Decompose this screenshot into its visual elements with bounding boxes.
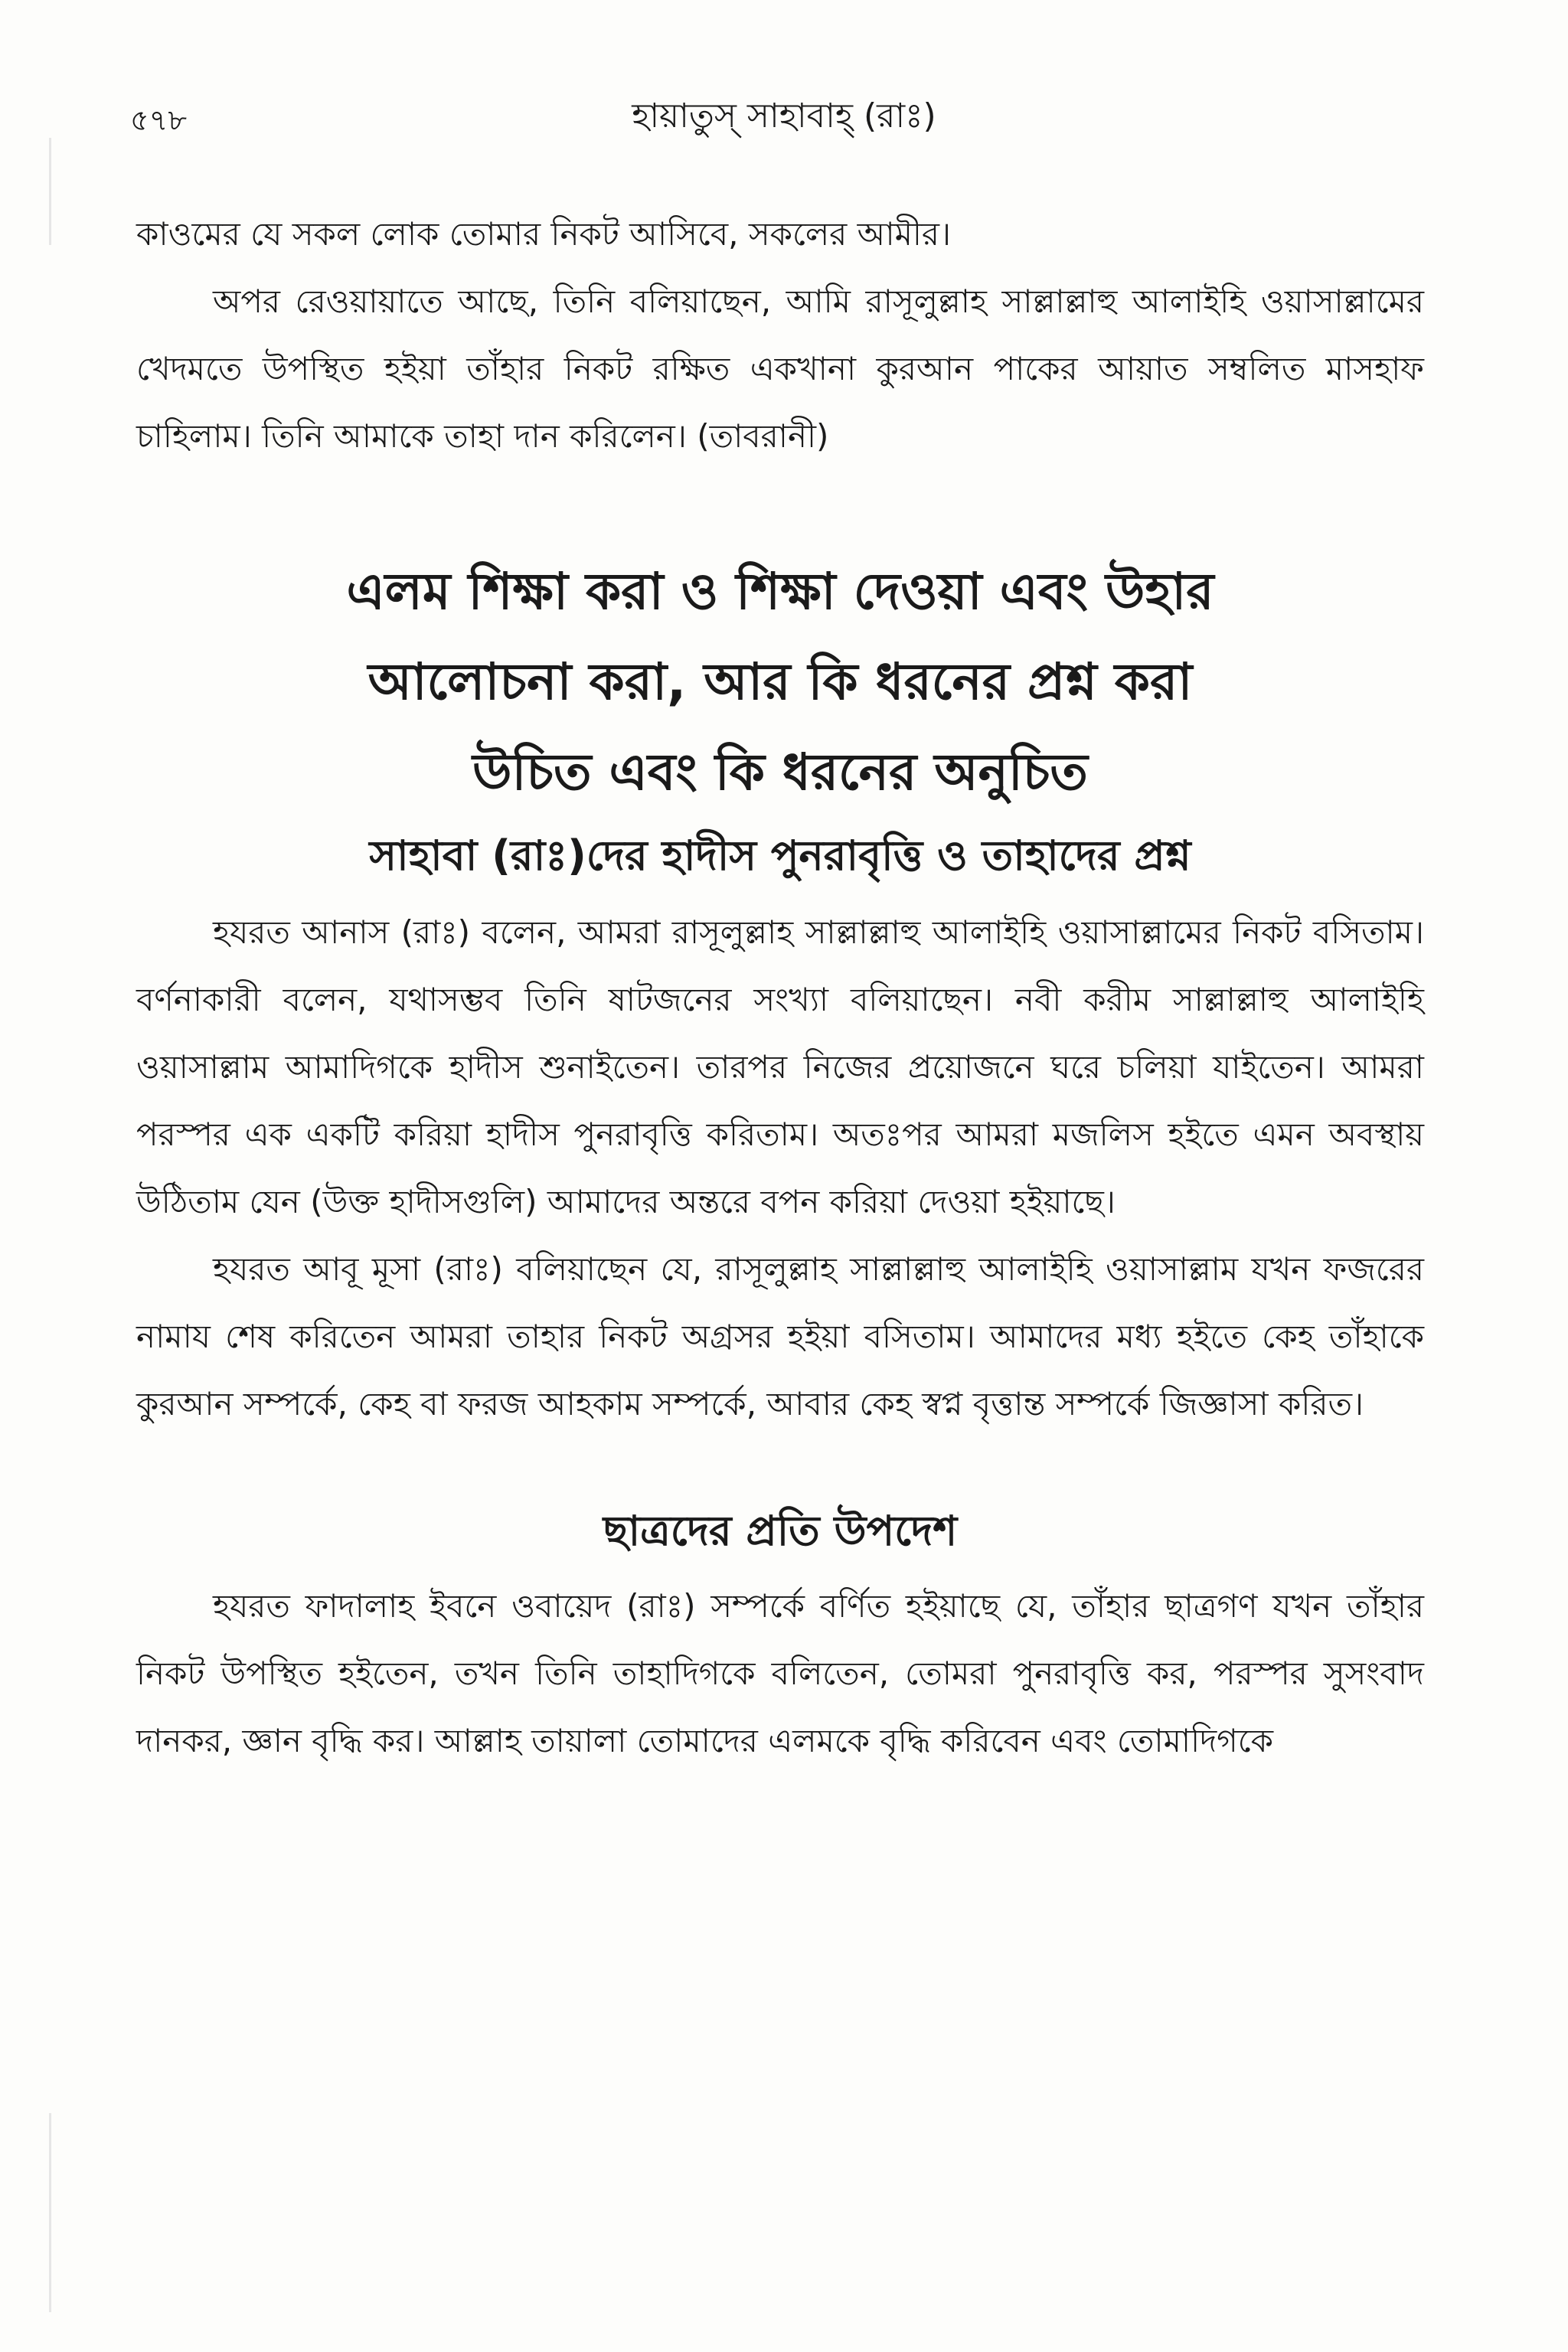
page-edge-mark [49, 2113, 51, 2312]
body-paragraph: হযরত ফাদালাহ ইবনে ওবায়েদ (রাঃ) সম্পর্কে বর্ণিত হইয়াছে যে, তাঁহার ছাত্রগণ যখন তাঁহার নিকট উপস্থিত হইতেন, তখন তিনি তাহাদিগকে বলিতেন, তোমরা পুনরাবৃত্তি কর, পরস্পর সুসংবাদ দানকর, জ্ঞান বৃদ্ধি কর। আল্লাহ তায়ালা তোমাদের এলমকে বৃদ্ধি করিবেন এবং তোমাদিগকে [136, 1587, 1424, 1759]
sub-heading: সাহাবা (রাঃ)দের হাদীস পুনরাবৃত্তি ও তাহাদের প্রশ্ন [369, 831, 1191, 880]
chapter-heading-line: আলোচনা করা, আর কি ধরনের প্রশ্ন করা [368, 652, 1193, 711]
continued-paragraph: কাওমের যে সকল লোক তোমার নিকট আসিবে, সকলের আমীর। [136, 215, 952, 253]
running-head [130, 90, 1438, 152]
body-paragraph: হযরত আনাস (রাঃ) বলেন, আমরা রাসূলুল্লাহ সাল্লাল্লাহু আলাইহি ওয়াসাল্লামের নিকট বসিতাম। বর্ণনাকারী বলেন, যথাসম্ভব তিনি ষাটজনের সংখ্যা বলিয়াছেন। নবী করীম সাল্লাল্লাহু আলাইহি ওয়াসাল্লাম আমাদিগকে হাদীস শুনাইতেন। তারপর নিজের প্রয়োজনে ঘরে চলিয়া যাইতেন। আমরা পরস্পর এক একটি করিয়া হাদীস পুনরাবৃত্তি করিতাম। অতঃপর আমরা মজলিস হইতে এমন অবস্থায় উঠিতাম যেন (উক্ত হাদীসগুলি) আমাদের অন্তরে বপন করিয়া দেওয়া হইয়াছে। [136, 913, 1424, 1220]
body-paragraph: হযরত আবূ মূসা (রাঃ) বলিয়াছেন যে, রাসূলুল্লাহ সাল্লাল্লাহু আলাইহি ওয়াসাল্লাম যখন ফজরের নামায শেষ করিতেন আমরা তাহার নিকট অগ্রসর হইয়া বসিতাম। আমাদের মধ্য হইতে কেহ তাঁহাকে কুরআন সম্পর্কে, কেহ বা ফরজ আহকাম সম্পর্কে, আবার কেহ স্বপ্ন বৃত্তান্ত সম্পর্কে জিজ্ঞাসা করিত। [136, 1250, 1424, 1423]
chapter-heading-line: উচিত এবং কি ধরনের অনুচিত [472, 743, 1088, 802]
book-title: হায়াতুস্ সাহাবাহ্ (রাঃ) [632, 96, 936, 136]
page-number: ৫৭৮ [130, 103, 188, 137]
body-paragraph: অপর রেওয়ায়াতে আছে, তিনি বলিয়াছেন, আমি রাসূলুল্লাহ সাল্লাল্লাহু আলাইহি ওয়াসাল্লামের খেদমতে উপস্থিত হইয়া তাঁহার নিকট রক্ষিত একখানা কুরআন পাকের আয়াত সম্বলিত মাসহাফ চাহিলাম। তিনি আমাকে তাহা দান করিলেন। (তাবরানী) [136, 283, 1424, 455]
chapter-heading [136, 547, 1424, 818]
page-body [136, 201, 1424, 1775]
section-heading: ছাত্রদের প্রতি উপদেশ [603, 1507, 958, 1555]
chapter-heading-line: এলম শিক্ষা করা ও শিক্ষা দেওয়া এবং উহার [346, 562, 1214, 621]
page-edge-mark [49, 138, 51, 245]
